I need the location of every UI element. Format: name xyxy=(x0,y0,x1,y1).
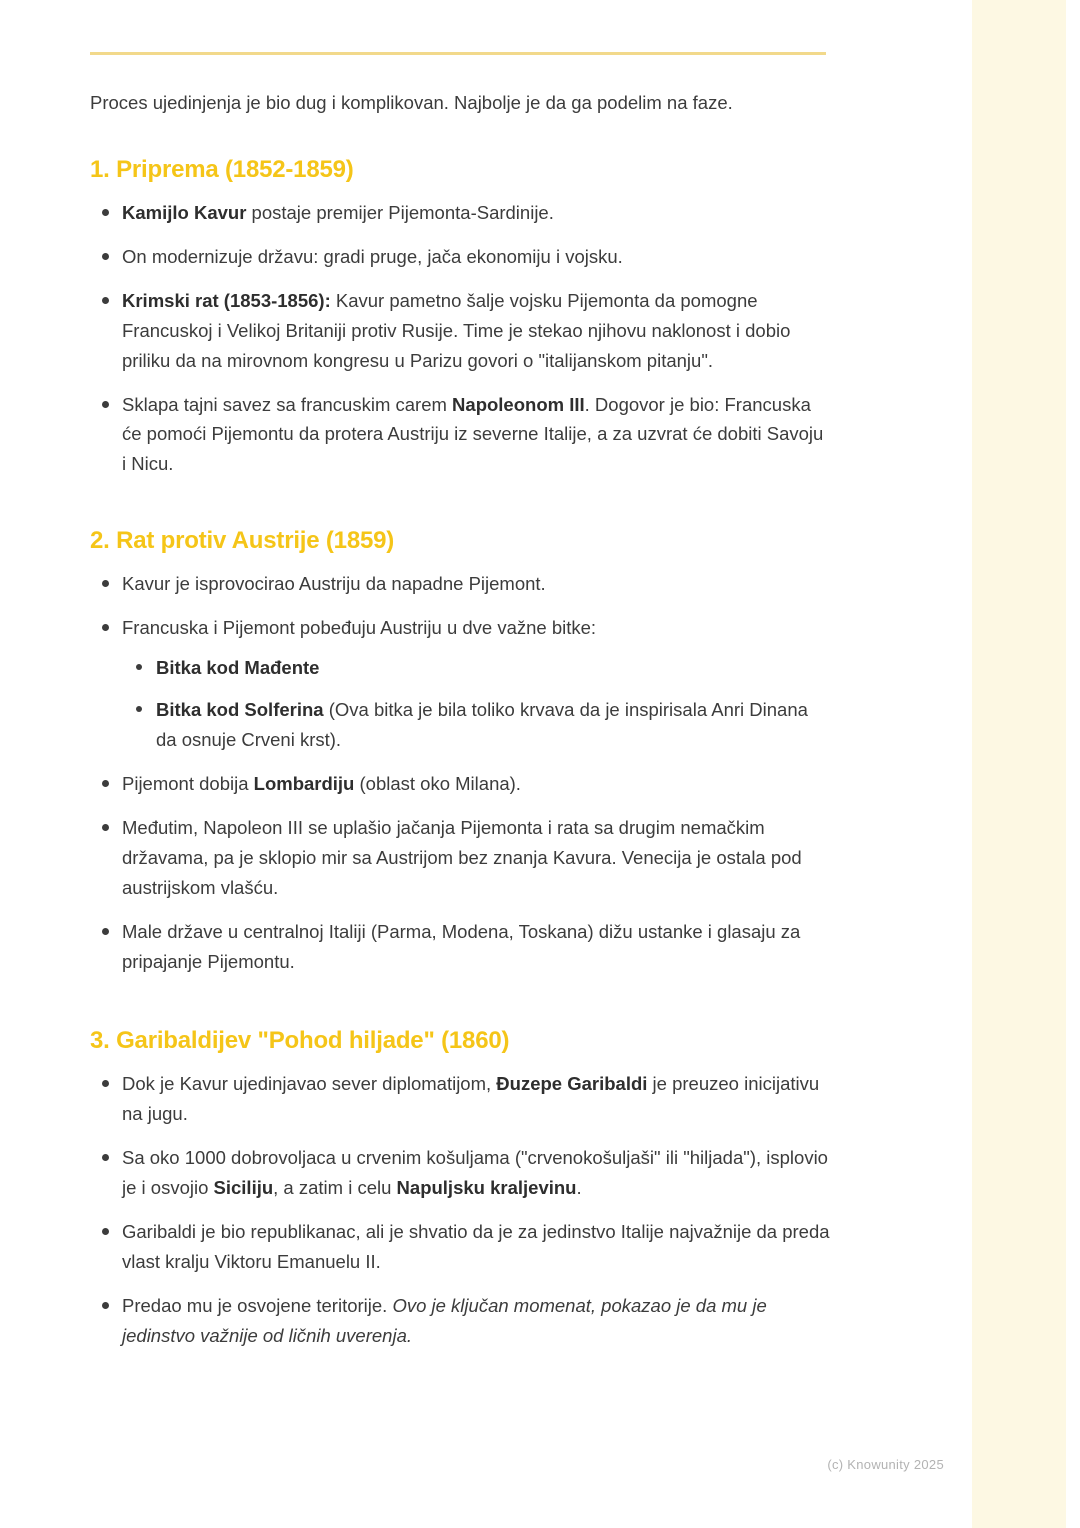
sub-list xyxy=(122,653,830,755)
page-edge xyxy=(1066,0,1080,1528)
list-item-text-end: je preuzeo inicijativu na jugu. xyxy=(122,1073,820,1125)
list-item-text: Pijemont dobija xyxy=(122,773,254,795)
list-item-lead: Kamijlo Kavur xyxy=(122,201,247,223)
top-divider xyxy=(90,52,826,55)
list-item-text-end-2: . xyxy=(576,1176,582,1198)
copyright-footer: (c) Knowunity 2025 xyxy=(827,1457,944,1472)
section-heading-3: 3. Garibaldijev "Pohod hiljade" (1860) xyxy=(90,1027,510,1055)
section-list-2 xyxy=(90,569,830,977)
list-item-lead: Krimski rat (1853-1856): xyxy=(122,289,331,311)
list-item xyxy=(90,769,830,799)
list-item xyxy=(90,242,830,272)
list-item xyxy=(90,613,830,755)
list-item-text: Sklapa tajni savez sa francuskim carem xyxy=(122,393,453,415)
list-item-text: Garibaldi je bio republikanac, ali je shvatio da je za jedinstvo Italije najvažnije da preda vlast kralju Viktoru Emanuelu II. xyxy=(122,1220,830,1272)
list-item-bold-2: Napuljsku kraljevinu xyxy=(396,1176,577,1198)
sub-list-item-text: (Ova bitka je bila toliko krvava da je inspirisala Anri Dinana da osnuje Crveni krst). xyxy=(156,699,808,751)
list-item xyxy=(90,1069,830,1129)
section-list-1 xyxy=(90,198,830,480)
section-heading-1: 1. Priprema (1852-1859) xyxy=(90,155,354,183)
list-item-text: Francuska i Pijemont pobeđuju Austriju u dve važne bitke: xyxy=(122,617,597,639)
list-item xyxy=(90,813,830,903)
list-item-bold: Siciliju xyxy=(213,1176,274,1198)
list-item-italic: Ovo je ključan momenat, pokazao je da mu je jedinstvo važnije od ličnih uverenja. xyxy=(122,1294,767,1346)
list-item-bold: Đuzepe Garibaldi xyxy=(496,1073,648,1095)
list-item xyxy=(90,286,830,376)
list-item-text: Sa oko 1000 dobrovoljaca u crvenim košuljama ("crvenokošuljaši" ili "hiljada"), isplovio je i osvojio xyxy=(122,1147,828,1198)
intro-paragraph: Proces ujedinjenja je bio dug i komplikovan. Najbolje je da ga podelim na faze. xyxy=(90,92,733,113)
sub-list-item-lead: Bitka kod Mađente xyxy=(156,657,320,679)
list-item-text: Dok je Kavur ujedinjavao sever diplomatijom, xyxy=(122,1073,497,1095)
list-item xyxy=(90,1291,830,1351)
list-item-text: Međutim, Napoleon III se uplašio jačanja Pijemonta i rata sa drugim nemačkim državama, pa je sklopio mir sa Austrijom bez znanja Kavura. Venecija je ostala pod austrijskom vlašću. xyxy=(122,817,802,899)
list-item xyxy=(90,198,830,228)
sub-list-item xyxy=(122,695,830,755)
list-item-text: On modernizuje državu: gradi pruge, jača ekonomiju i vojsku. xyxy=(122,245,623,267)
list-item-text: Kavur pametno šalje vojsku Pijemonta da pomogne Francuskoj i Velikoj Britaniji protiv Rusije. Time je stekao njihovu naklonost i dobio priliku da na mirovnom kongresu u Parizu govori o "italijanskom pitanju". xyxy=(122,289,791,371)
list-item-text-end: (oblast oko Milana). xyxy=(354,773,521,795)
document-content xyxy=(90,0,830,1365)
list-item xyxy=(90,917,830,977)
list-item-text-end: . Dogovor je bio: Francuska će pomoći Pijemontu da protera Austriju iz severne Italije, a za uzvrat će dobiti Savoju i Nicu. xyxy=(122,393,824,475)
list-item-text: Predao mu je osvojene teritorije. xyxy=(122,1294,393,1316)
list-item xyxy=(90,1217,830,1277)
list-item-text: postaje premijer Pijemonta-Sardinije. xyxy=(246,201,554,223)
list-item-bold: Lombardiju xyxy=(253,773,355,795)
list-item-text: Kavur je isprovocirao Austriju da napadne Pijemont. xyxy=(122,573,546,595)
section-heading-2: 2. Rat protiv Austrije (1859) xyxy=(90,527,395,555)
list-item-bold: Napoleonom III xyxy=(452,393,585,415)
list-item-text: Male države u centralnoj Italiji (Parma, Modena, Toskana) dižu ustanke i glasaju za pripajanje Pijemontu. xyxy=(122,921,801,973)
list-item xyxy=(90,569,830,599)
sub-list-item xyxy=(122,653,830,683)
list-item-text-end: , a zatim i celu xyxy=(273,1176,397,1198)
section-list-3 xyxy=(90,1069,830,1351)
list-item xyxy=(90,390,830,480)
sub-list-item-lead: Bitka kod Solferina xyxy=(156,699,324,721)
list-item xyxy=(90,1143,830,1203)
page-margin-strip xyxy=(972,0,1080,1528)
